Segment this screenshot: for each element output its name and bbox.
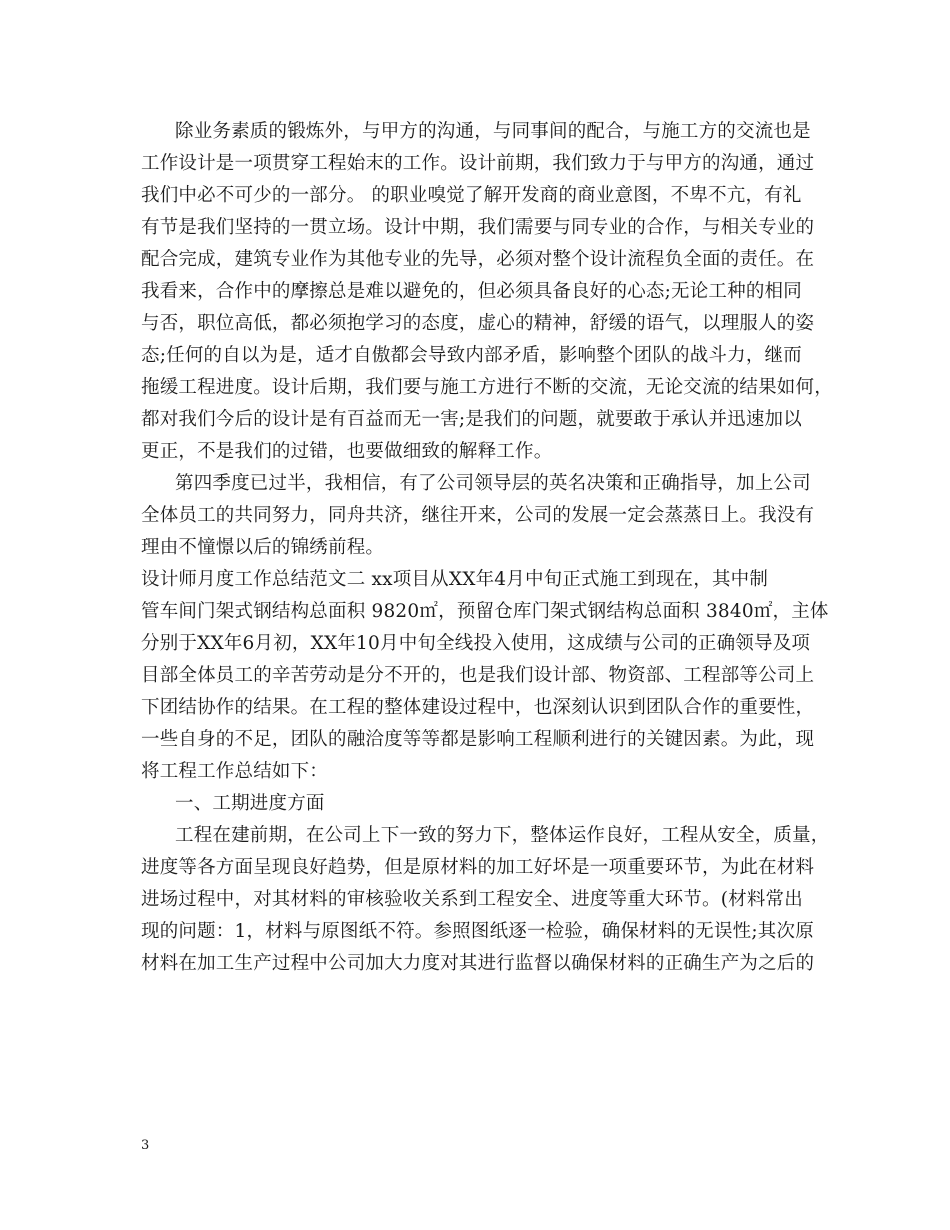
text-line: 我看来，合作中的摩擦总是难以避免的，但必须具备良好的心态;无论工种的相同 [141, 281, 802, 302]
text-line: 分别于XX年6月初，XX年10月中旬全线投入使用，这成绩与公司的正确领导及项 [141, 633, 811, 654]
text-line: 进场过程中，对其材料的审核验收关系到工程安全、进度等重大环节。(材料常出 [141, 889, 803, 910]
text-line: 工作设计是一项贯穿工程始末的工作。设计前期，我们致力于与甲方的沟通，通过 [141, 153, 815, 174]
text-line: 拖缓工程进度。设计后期，我们要与施工方进行不断的交流，无论交流的结果如何， [141, 377, 833, 398]
text-line: 除业务素质的锻炼外，与甲方的沟通，与同事间的配合，与施工方的交流也是 [175, 121, 811, 142]
text-line: 下团结协作的结果。在工程的整体建设过程中，也深刻认识到团队合作的重要性， [141, 697, 815, 718]
text-line: 与否，职位高低，都必须抱学习的态度，虚心的精神，舒缓的语气，以理服人的姿 [141, 313, 815, 334]
text-line: 态;任何的自以为是，适才自傲都会导致内部矛盾，影响整个团队的战斗力，继而 [141, 345, 802, 366]
text-line: 更正，不是我们的过错，也要做细致的解释工作。 [141, 441, 553, 462]
text-line: 配合完成，建筑专业作为其他专业的先导，必须对整个设计流程负全面的责任。在 [141, 249, 815, 270]
page-number: 3 [141, 1138, 150, 1153]
text-line: 理由不憧憬以后的锦绣前程。 [141, 537, 385, 558]
section-heading: 一、工期进度方面 [175, 793, 325, 814]
text-line: 将工程工作总结如下： [141, 761, 329, 782]
text-line: 进度等各方面呈现良好趋势，但是原材料的加工好坏是一项重要环节，为此在材料 [141, 857, 815, 878]
text-line: 有节是我们坚持的一贯立场。设计中期，我们需要与同专业的合作，与相关专业的 [141, 217, 815, 238]
body-text [141, 116, 831, 980]
text-line: 目部全体员工的辛苦劳动是分不开的，也是我们设计部、物资部、工程部等公司上 [141, 665, 815, 686]
text-line: 现的问题：1，材料与原图纸不符。参照图纸逐一检验，确保材料的无误性;其次原 [141, 921, 814, 942]
text-line: 都对我们今后的设计是有百益而无一害;是我们的问题，就要敢于承认并迅速加以 [141, 409, 802, 430]
text-line: 一些自身的不足，团队的融洽度等等都是影响工程顺利进行的关键因素。为此，现 [141, 729, 815, 750]
text-line: 我们中必不可少的一部分。 的职业嗅觉了解开发商的商业意图，不卑不亢，有礼 [141, 185, 802, 206]
text-line: 工程在建前期，在公司上下一致的努力下，整体运作良好，工程从安全，质量， [175, 825, 830, 846]
text-line: 设计师月度工作总结范文二 xx项目从XX年4月中旬正式施工到现在，其中制 [141, 569, 769, 590]
text-line: 全体员工的共同努力，同舟共济，继往开来，公司的发展一定会蒸蒸日上。我没有 [141, 505, 815, 526]
text-line: 材料在加工生产过程中公司加大力度对其进行监督以确保材料的正确生产为之后的 [141, 953, 815, 974]
text-line: 管车间门架式钢结构总面积 9820㎡，预留仓库门架式钢结构总面积 3840㎡，主体 [141, 601, 829, 622]
text-line: 第四季度已过半，我相信，有了公司领导层的英名决策和正确指导，加上公司 [175, 473, 811, 494]
